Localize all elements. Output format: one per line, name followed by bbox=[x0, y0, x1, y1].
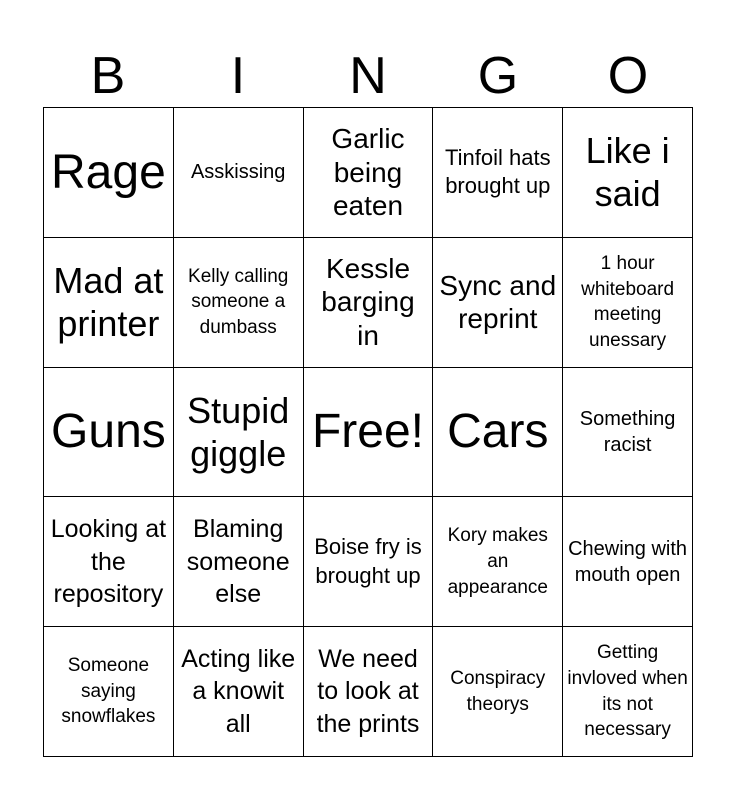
bingo-cell[interactable] bbox=[433, 627, 563, 757]
bingo-cell[interactable] bbox=[563, 238, 693, 368]
bingo-cell[interactable] bbox=[433, 238, 563, 368]
bingo-cell[interactable] bbox=[563, 497, 693, 627]
cell-text: Kelly calling someone a dumbass bbox=[188, 265, 289, 339]
bingo-cell[interactable] bbox=[433, 497, 563, 627]
bingo-cell[interactable] bbox=[174, 627, 304, 757]
bingo-cell[interactable] bbox=[174, 497, 304, 627]
bingo-cell[interactable] bbox=[44, 627, 174, 757]
cell-text: We need to look at the prints bbox=[316, 644, 420, 738]
header-letter-n: N bbox=[349, 47, 387, 105]
cell-text: Guns bbox=[51, 405, 166, 459]
cell-text: Getting invloved when its not necessary bbox=[567, 642, 688, 741]
cell-text: Rage bbox=[51, 145, 166, 199]
bingo-cell[interactable] bbox=[44, 497, 174, 627]
bingo-card bbox=[43, 107, 693, 757]
cell-text: Looking at the repository bbox=[50, 515, 167, 609]
bingo-cell[interactable] bbox=[304, 627, 434, 757]
cell-text: Tinfoil hats brought up bbox=[445, 144, 551, 199]
cell-text: Kory makes an appearance bbox=[447, 525, 548, 598]
cell-text: Stupid giggle bbox=[187, 389, 290, 474]
header-letter-b: B bbox=[90, 47, 126, 105]
free-space-text: Free! bbox=[311, 405, 424, 459]
free-space-cell[interactable] bbox=[304, 368, 434, 498]
bingo-cell[interactable] bbox=[433, 108, 563, 238]
cell-text: Mad at printer bbox=[53, 260, 164, 345]
bingo-cell[interactable] bbox=[174, 368, 304, 498]
header-letter-o: O bbox=[607, 47, 649, 105]
cell-text: Sync and reprint bbox=[439, 269, 557, 335]
bingo-header bbox=[43, 46, 693, 106]
cell-text: Acting like a knowit all bbox=[181, 644, 296, 738]
cell-text: Like i said bbox=[585, 130, 670, 215]
bingo-cell[interactable] bbox=[174, 238, 304, 368]
bingo-cell[interactable] bbox=[44, 368, 174, 498]
cell-text: Kessle barging in bbox=[321, 252, 415, 351]
bingo-cell[interactable] bbox=[563, 368, 693, 498]
bingo-cell[interactable] bbox=[304, 108, 434, 238]
bingo-cell[interactable] bbox=[563, 627, 693, 757]
cell-text: Someone saying snowflakes bbox=[61, 655, 156, 728]
cell-text: Cars bbox=[447, 405, 549, 459]
cell-text: Conspiracy theorys bbox=[450, 667, 546, 715]
bingo-cell[interactable] bbox=[304, 238, 434, 368]
cell-text: Blaming someone else bbox=[186, 515, 290, 609]
bingo-cell[interactable] bbox=[44, 108, 174, 238]
bingo-cell[interactable] bbox=[304, 497, 434, 627]
bingo-cell[interactable] bbox=[174, 108, 304, 238]
cell-text: Garlic being eaten bbox=[331, 123, 405, 222]
header-letter-g: G bbox=[477, 47, 519, 105]
cell-text: Asskissing bbox=[190, 161, 286, 184]
bingo-cell[interactable] bbox=[433, 368, 563, 498]
cell-text: Chewing with mouth open bbox=[568, 537, 688, 586]
bingo-cell[interactable] bbox=[44, 238, 174, 368]
cell-text: Boise fry is brought up bbox=[314, 534, 422, 588]
bingo-cell[interactable] bbox=[563, 108, 693, 238]
cell-text: Something racist bbox=[579, 407, 676, 456]
header-letter-i: I bbox=[230, 47, 246, 105]
cell-text: 1 hour whiteboard meeting unessary bbox=[581, 252, 675, 351]
